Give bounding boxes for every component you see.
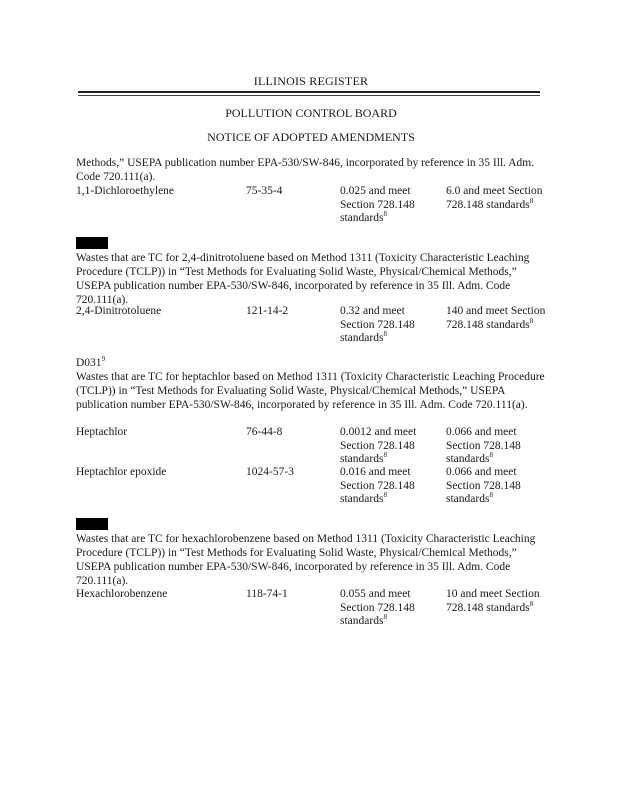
wastewater-standard: 0.32 and meet Section 728.148 standards$^8$	[340, 305, 415, 344]
constituent-name: 2,4-Dinitrotoluene	[76, 305, 162, 317]
table-row	[76, 588, 546, 630]
cas-number: 118-74-1	[246, 588, 288, 600]
header-rule-thin	[78, 95, 540, 96]
wastewater-standard: 0.0012 and meet Section 728.148 standards$^8$	[340, 426, 417, 465]
constituent-name: Heptachlor epoxide	[76, 466, 167, 478]
cas-number: 76-44-8	[246, 426, 283, 438]
wastewater-standard: 0.025 and meet Section 728.148 standards$^8$	[340, 185, 415, 224]
s3-paragraph: Wastes that are TC for heptachlor based on Method 1311 (Toxicity Characteristic Leaching Procedure (TCLP)) in “Test Methods for Evaluating Solid Waste, Physical/Chemical Methods,” USEPA publication number EPA-530/SW-846, incorporated by reference in 35 Ill. Adm. Code 720.111(a).	[76, 371, 545, 411]
register-title: ILLINOIS REGISTER	[253, 74, 369, 88]
cas-number: 121-14-2	[246, 305, 289, 317]
wastewater-standard: 0.055 and meet Section 728.148 standards$^8$	[340, 588, 415, 627]
s4-paragraph: Wastes that are TC for hexachlorobenzene based on Method 1311 (Toxicity Characteristic Leaching Procedure (TCLP)) in “Test Methods for Evaluating Solid Waste, Physical/Chemical Methods,” USEPA publication number EPA-530/SW-846, incorporated by reference in 35 Ill. Adm. Code 720.111(a).	[76, 533, 536, 587]
nonwastewater-standard: 10 and meet Section 728.148 standards$^8$	[446, 588, 540, 614]
table-row	[76, 305, 546, 347]
table-row	[76, 426, 546, 468]
nonwastewater-standard: 0.066 and meet Section 728.148 standards$^8$	[446, 426, 521, 465]
redacted-code	[76, 518, 108, 530]
table-row	[76, 466, 546, 508]
notice-title: NOTICE OF ADOPTED AMENDMENTS	[207, 130, 415, 144]
nonwastewater-standard: 140 and meet Section 728.148 standards$^8$	[446, 305, 546, 331]
header-rule-thick	[78, 91, 540, 93]
wastewater-standard: 0.016 and meet Section 728.148 standards$^8$	[340, 466, 415, 505]
constituent-name: Heptachlor	[76, 426, 128, 438]
table-row	[76, 185, 546, 227]
constituent-name: 1,1-Dichloroethylene	[76, 185, 175, 197]
redacted-code	[76, 237, 108, 249]
s2-paragraph: Wastes that are TC for 2,4-dinitrotoluene based on Method 1311 (Toxicity Characteristic Leaching Procedure (TCLP)) in “Test Methods for Evaluating Solid Waste, Physical/Chemical Methods,” USEPA publication number EPA-530/SW-846, incorporated by reference in 35 Ill. Adm. Code 720.111(a).	[76, 252, 530, 306]
waste-code: $D031^9$	[76, 355, 106, 369]
nonwastewater-standard: 0.066 and meet Section 728.148 standards$^8$	[446, 466, 521, 505]
cas-number: 1024-57-3	[246, 466, 294, 478]
cas-number: 75-35-4	[246, 185, 283, 197]
nonwastewater-standard: 6.0 and meet Section 728.148 standards$^8$	[446, 185, 543, 211]
constituent-name: Hexachlorobenzene	[76, 588, 168, 600]
board-title: POLLUTION CONTROL BOARD	[225, 106, 397, 120]
s1-paragraph: Methods,” USEPA publication number EPA-530/SW-846, incorporated by reference in 35 Ill. Adm. Code 720.111(a).	[76, 157, 535, 183]
